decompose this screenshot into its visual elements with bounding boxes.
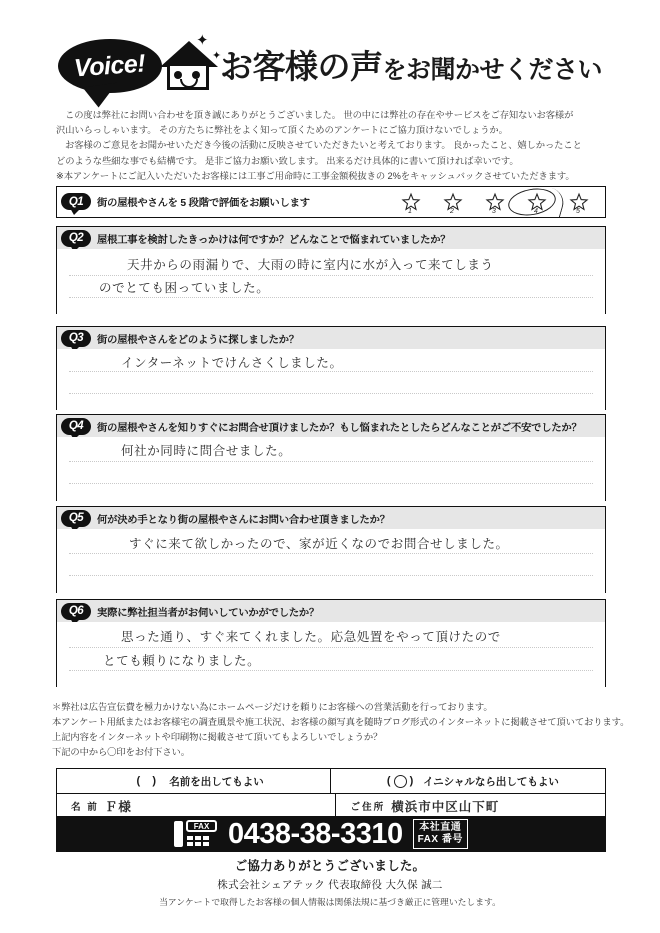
rating-star-number-1: 1 <box>408 207 412 215</box>
name-field-value: Ｆ様 <box>104 799 132 814</box>
rating-star-number-2: 2 <box>450 207 454 215</box>
intro-line-4: どのような些細な事でも結構です。 是非ご協力お願い致します。 出来るだけ具体的に書いて頂ければ幸いです。 <box>56 155 519 166</box>
answer-area-q4[interactable] <box>57 437 605 501</box>
answer-area-q5[interactable] <box>57 529 605 593</box>
voice-badge-label: Voice! <box>73 49 147 82</box>
question-label-q3: 街の屋根やさんをどのように探しましたか？ <box>97 334 299 346</box>
rating-star-1[interactable] <box>401 192 421 215</box>
house-mascot-icon <box>160 32 222 95</box>
question-label-q5: 何が決め手となり街の屋根やさんにお問い合わせ頂きましたか？ <box>97 514 390 526</box>
consent-fields-row <box>57 794 605 818</box>
intro-line-2: 沢山いらっしゃいます。 その方たちに弊社をよく知って頂くためのアンケートにご協力頂けないでしょうか。 <box>56 125 508 136</box>
question-block-q2 <box>56 226 606 314</box>
question-label-q4: 街の屋根やさんを知りすぐにお問合せ頂けましたか？もし悩まれたとしたらどんなことがご不安でしたか？ <box>97 422 582 434</box>
answer-line-q2-1: 天井からの雨漏りで、大雨の時に室内に水が入って来てしまう <box>127 257 494 272</box>
rating-star-4[interactable] <box>527 192 547 215</box>
fax-machine-icon <box>174 819 218 849</box>
consent-name-checkbox[interactable]: ( ) <box>136 775 157 787</box>
question-badge-q6: Q6 <box>61 603 91 620</box>
address-field-label: ご住所 <box>350 802 386 813</box>
sparkle-icon: ✦ <box>211 50 222 62</box>
page-title-main: お客様の声 <box>219 47 383 85</box>
rating-star-number-4: 4 <box>534 207 538 215</box>
voice-speech-bubble-icon <box>58 39 162 93</box>
question-badge-q5: Q5 <box>61 510 91 527</box>
fax-bar <box>56 816 606 852</box>
question-block-q3 <box>56 326 606 410</box>
question-badge-q4: Q4 <box>61 418 91 435</box>
rating-star-number-3: 3 <box>492 207 496 215</box>
answer-area-q2[interactable] <box>57 249 605 314</box>
question-header-q1 <box>57 187 605 216</box>
question-block-q6 <box>56 599 606 687</box>
fax-badge <box>413 819 468 849</box>
intro-line-5: ※本アンケートにご記入いただいたお客様には工事ご用命時に工事金額税抜きの 2%をキャッシュバックさせていただきます。 <box>56 170 575 181</box>
answer-line-q6-1: 思った通り、すぐ来てくれました。応急処置をやって頂けたので <box>121 629 501 644</box>
page-footer <box>0 856 660 908</box>
question-label-q6: 実際に弊社担当者がお伺いしていかがでしたか？ <box>97 607 320 619</box>
question-block-q1 <box>56 186 606 218</box>
rating-star-2[interactable] <box>443 192 463 215</box>
question-label-q1: 街の屋根やさんを 5 段階で評価をお願いします <box>97 198 310 209</box>
intro-paragraph <box>56 108 612 184</box>
rating-star-3[interactable] <box>485 192 505 215</box>
thanks-text: ご協力ありがとうございました。 <box>234 859 426 873</box>
fax-badge-line-1: 本社直通 <box>419 822 462 833</box>
question-block-q5 <box>56 506 606 593</box>
name-field-cell[interactable] <box>57 794 336 818</box>
consent-initial-label: イニシャルなら出してもよい <box>423 775 559 788</box>
consent-name-label: 名前を出してもよい <box>169 775 264 788</box>
footnote-line-3: 上記内容をインターネットや印刷物に掲載させて頂いてもよろしいでしょうか？ <box>52 732 383 742</box>
answer-line-q6-2: とても頼りになりました。 <box>103 653 261 668</box>
question-badge-q2: Q2 <box>61 230 91 247</box>
answer-line-q3-1: インターネットでけんさくしました。 <box>121 355 343 370</box>
privacy-notice: 当アンケートで取得したお客様の個人情報は関係法規に基づき厳正に管理いたします。 <box>159 897 501 907</box>
intro-line-3: お客様のご意見をお聞かせいただき今後の活動に反映させていただきたいと考えております。 良かったこと、嬉しかったこと <box>65 140 582 151</box>
fax-badge-line-2: FAX 番号 <box>417 834 463 845</box>
company-name: 株式会社シェアテック 代表取締役 大久保 誠二 <box>217 879 443 891</box>
consent-options-row <box>57 769 605 794</box>
rating-star-group[interactable] <box>401 192 605 215</box>
page-title-particle: を <box>382 56 406 84</box>
fax-number: 0438-38-3310 <box>228 817 403 850</box>
name-field-label: 名 前 <box>71 802 99 813</box>
rating-star-5[interactable] <box>569 192 589 215</box>
question-label-q2: 屋根工事を検討したきっかけは何ですか？どんなことで悩まれていましたか？ <box>97 234 451 246</box>
footnote-line-4: 下記の中から〇印をお付下さい。 <box>52 747 190 757</box>
answer-area-q3[interactable] <box>57 349 605 410</box>
question-header-q5 <box>57 507 605 529</box>
answer-area-q6[interactable] <box>57 622 605 687</box>
question-badge-q1: Q1 <box>61 193 91 210</box>
footnotes <box>52 700 630 760</box>
sparkle-icon: ✦ <box>195 32 209 49</box>
question-block-q4 <box>56 414 606 501</box>
consent-option-name[interactable] <box>57 769 331 793</box>
page-title-suffix: お聞かせください <box>405 55 602 84</box>
circle-mark-icon <box>394 775 407 788</box>
question-header-q2 <box>57 227 605 249</box>
address-field-cell[interactable] <box>336 794 605 818</box>
consent-table <box>56 768 606 819</box>
consent-initial-checkbox[interactable]: ( ) <box>386 775 414 787</box>
question-header-q6 <box>57 600 605 622</box>
consent-option-initial[interactable] <box>331 769 605 793</box>
footnote-line-1: ＊弊社は広告宣伝費を極力かけない為にホームページだけを頼りにお客様への営業活動を行っております。 <box>52 702 493 712</box>
question-header-q3 <box>57 327 605 349</box>
footnote-line-2: 本アンケート用紙またはお客様宅の調査風景や施工状況、お客様の顔写真を随時ブログ形式のインターネットに掲載させて頂いております。 <box>52 717 630 727</box>
question-header-q4 <box>57 415 605 437</box>
fax-icon-label: FAX <box>186 820 217 832</box>
answer-line-q5-1: すぐに来て欲しかったので、家が近くなのでお問合せしました。 <box>129 536 509 551</box>
intro-line-1: この度は弊社にお問い合わせを頂き誠にありがとうございました。 世の中には弊社の存在やサービスをご存知ないお客様が <box>65 110 574 120</box>
rating-star-number-5: 5 <box>576 207 580 215</box>
answer-line-q4-1: 何社か同時に問合せました。 <box>121 443 292 458</box>
question-badge-q3: Q3 <box>61 330 91 347</box>
page-title <box>219 47 602 85</box>
answer-line-q2-2: のでとても困っていました。 <box>99 280 270 295</box>
page-header <box>0 30 660 102</box>
address-field-value: 横浜市中区山下町 <box>391 799 500 814</box>
